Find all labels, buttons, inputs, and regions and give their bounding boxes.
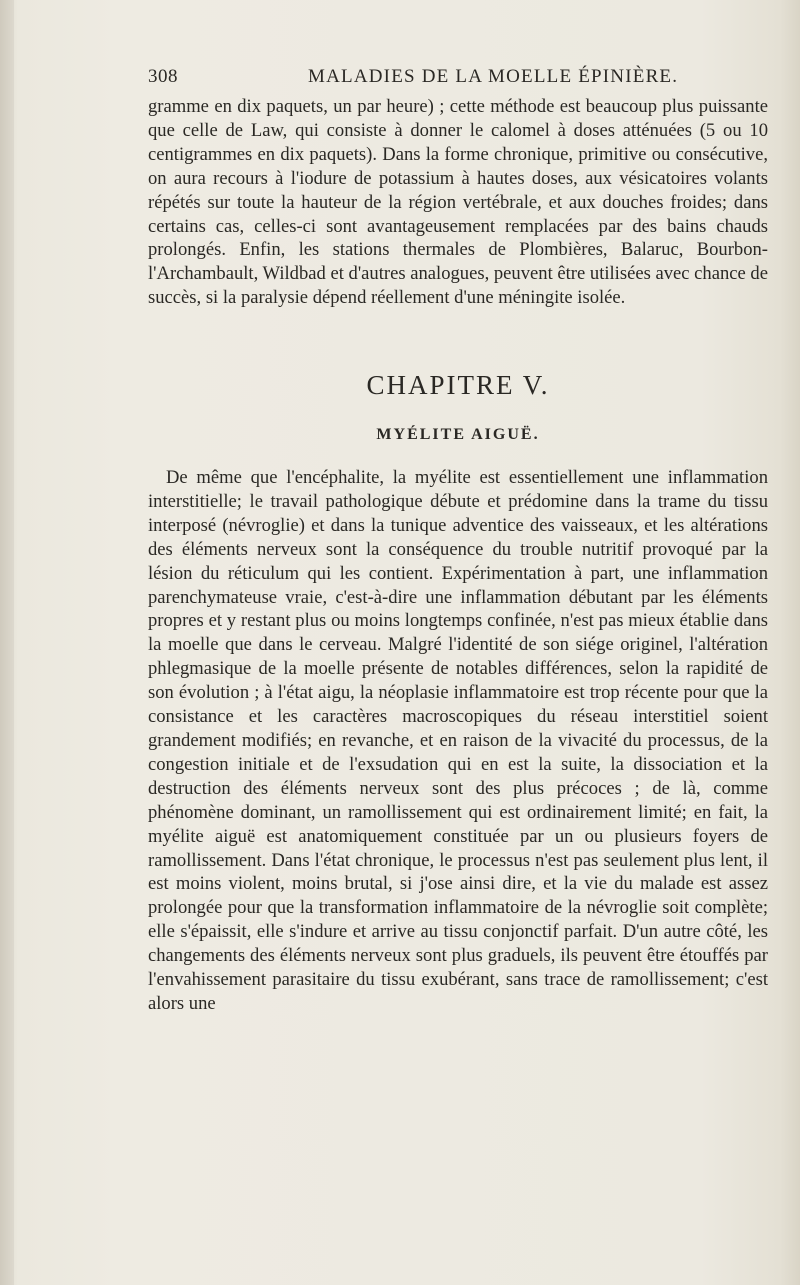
main-paragraph	[148, 466, 768, 1016]
paragraph-text: gramme en dix paquets, un par heure) ; cette méthode est beaucoup plus puissante que celle de Law, qui consiste à donner le calomel à doses atténuées (5 ou 10 centigrammes en dix paquets). Dans la forme chronique, primitive ou consécutive, on aura recours à l'iodure de potassium à hautes doses, aux vésicatoires volants répétés sur toute la hauteur de la région vertébrale, et aux douches froides; dans certains cas, celles-ci sont avantageusement remplacées par des bains chauds prolongés. Enfin, les stations thermales de Plombières, Balaruc, Bourbon-l'Archambault, Wildbad et d'autres analogues, peuvent être utilisées avec chance de succès, si la paralysie dépend réellement d'une méningite isolée.	[148, 96, 768, 309]
page-header	[148, 64, 710, 94]
running-title: MALADIES DE LA MOELLE ÉPINIÈRE.	[308, 66, 679, 87]
continued-paragraph	[148, 95, 768, 310]
section-title: MYÉLITE AIGUË.	[376, 426, 540, 443]
binding-edge	[0, 0, 14, 1285]
page-number: 308	[148, 66, 178, 87]
chapter-title: CHAPITRE V.	[366, 370, 550, 400]
paragraph-text: De même que l'encéphalite, la myélite est essentiellement une inflammation interstitielle; le travail pathologique débute et prédomine dans la trame du tissu interposé (névroglie) et dans la tunique adventice des vaisseaux, et les altérations des éléments nerveux sont la conséquence du trouble nutritif provoqué par la lésion du réticulum qui les contient. Expérimentation à part, une inflammation parenchymateuse vraie, c'est-à-dire une inflammation débutant par les éléments propres et y restant plus ou moins longtemps confinée, n'est pas mieux établie dans la moelle que dans le cerveau. Malgré l'identité de son siége originel, l'altération phlegmasique de la moelle présente de notables différences, selon la rapidité de son évolution ; à l'état aigu, la néoplasie inflammatoire est trop récente pour que la consistance et les caractères macroscopiques du réseau interstitiel soient grandement modifiés; en revanche, et en raison de la vivacité du processus, de la congestion initiale et de l'exsudation qui en est la suite, la dissociation et la destruction des éléments nerveux sont des plus précoces ; de là, comme phénomène dominant, un ramollissement qui est ordinairement limité; en fait, la myélite aiguë est anatomiquement constituée par un ou plusieurs foyers de ramollissement. Dans l'état chronique, le processus n'est pas seulement plus lent, il est moins violent, moins brutal, si j'ose ainsi dire, et la vie du malade est assez prolongée pour que la transformation inflammatoire de la névroglie soit complète; elle s'épaissit, elle s'indure et arrive au tissu conjonctif parfait. D'un autre côté, les changements des éléments nerveux sont plus graduels, ils peuvent être étouffés par l'envahissement parasitaire du tissu exubérant, sans trace de ramollissement; c'est alors une	[148, 467, 768, 1014]
